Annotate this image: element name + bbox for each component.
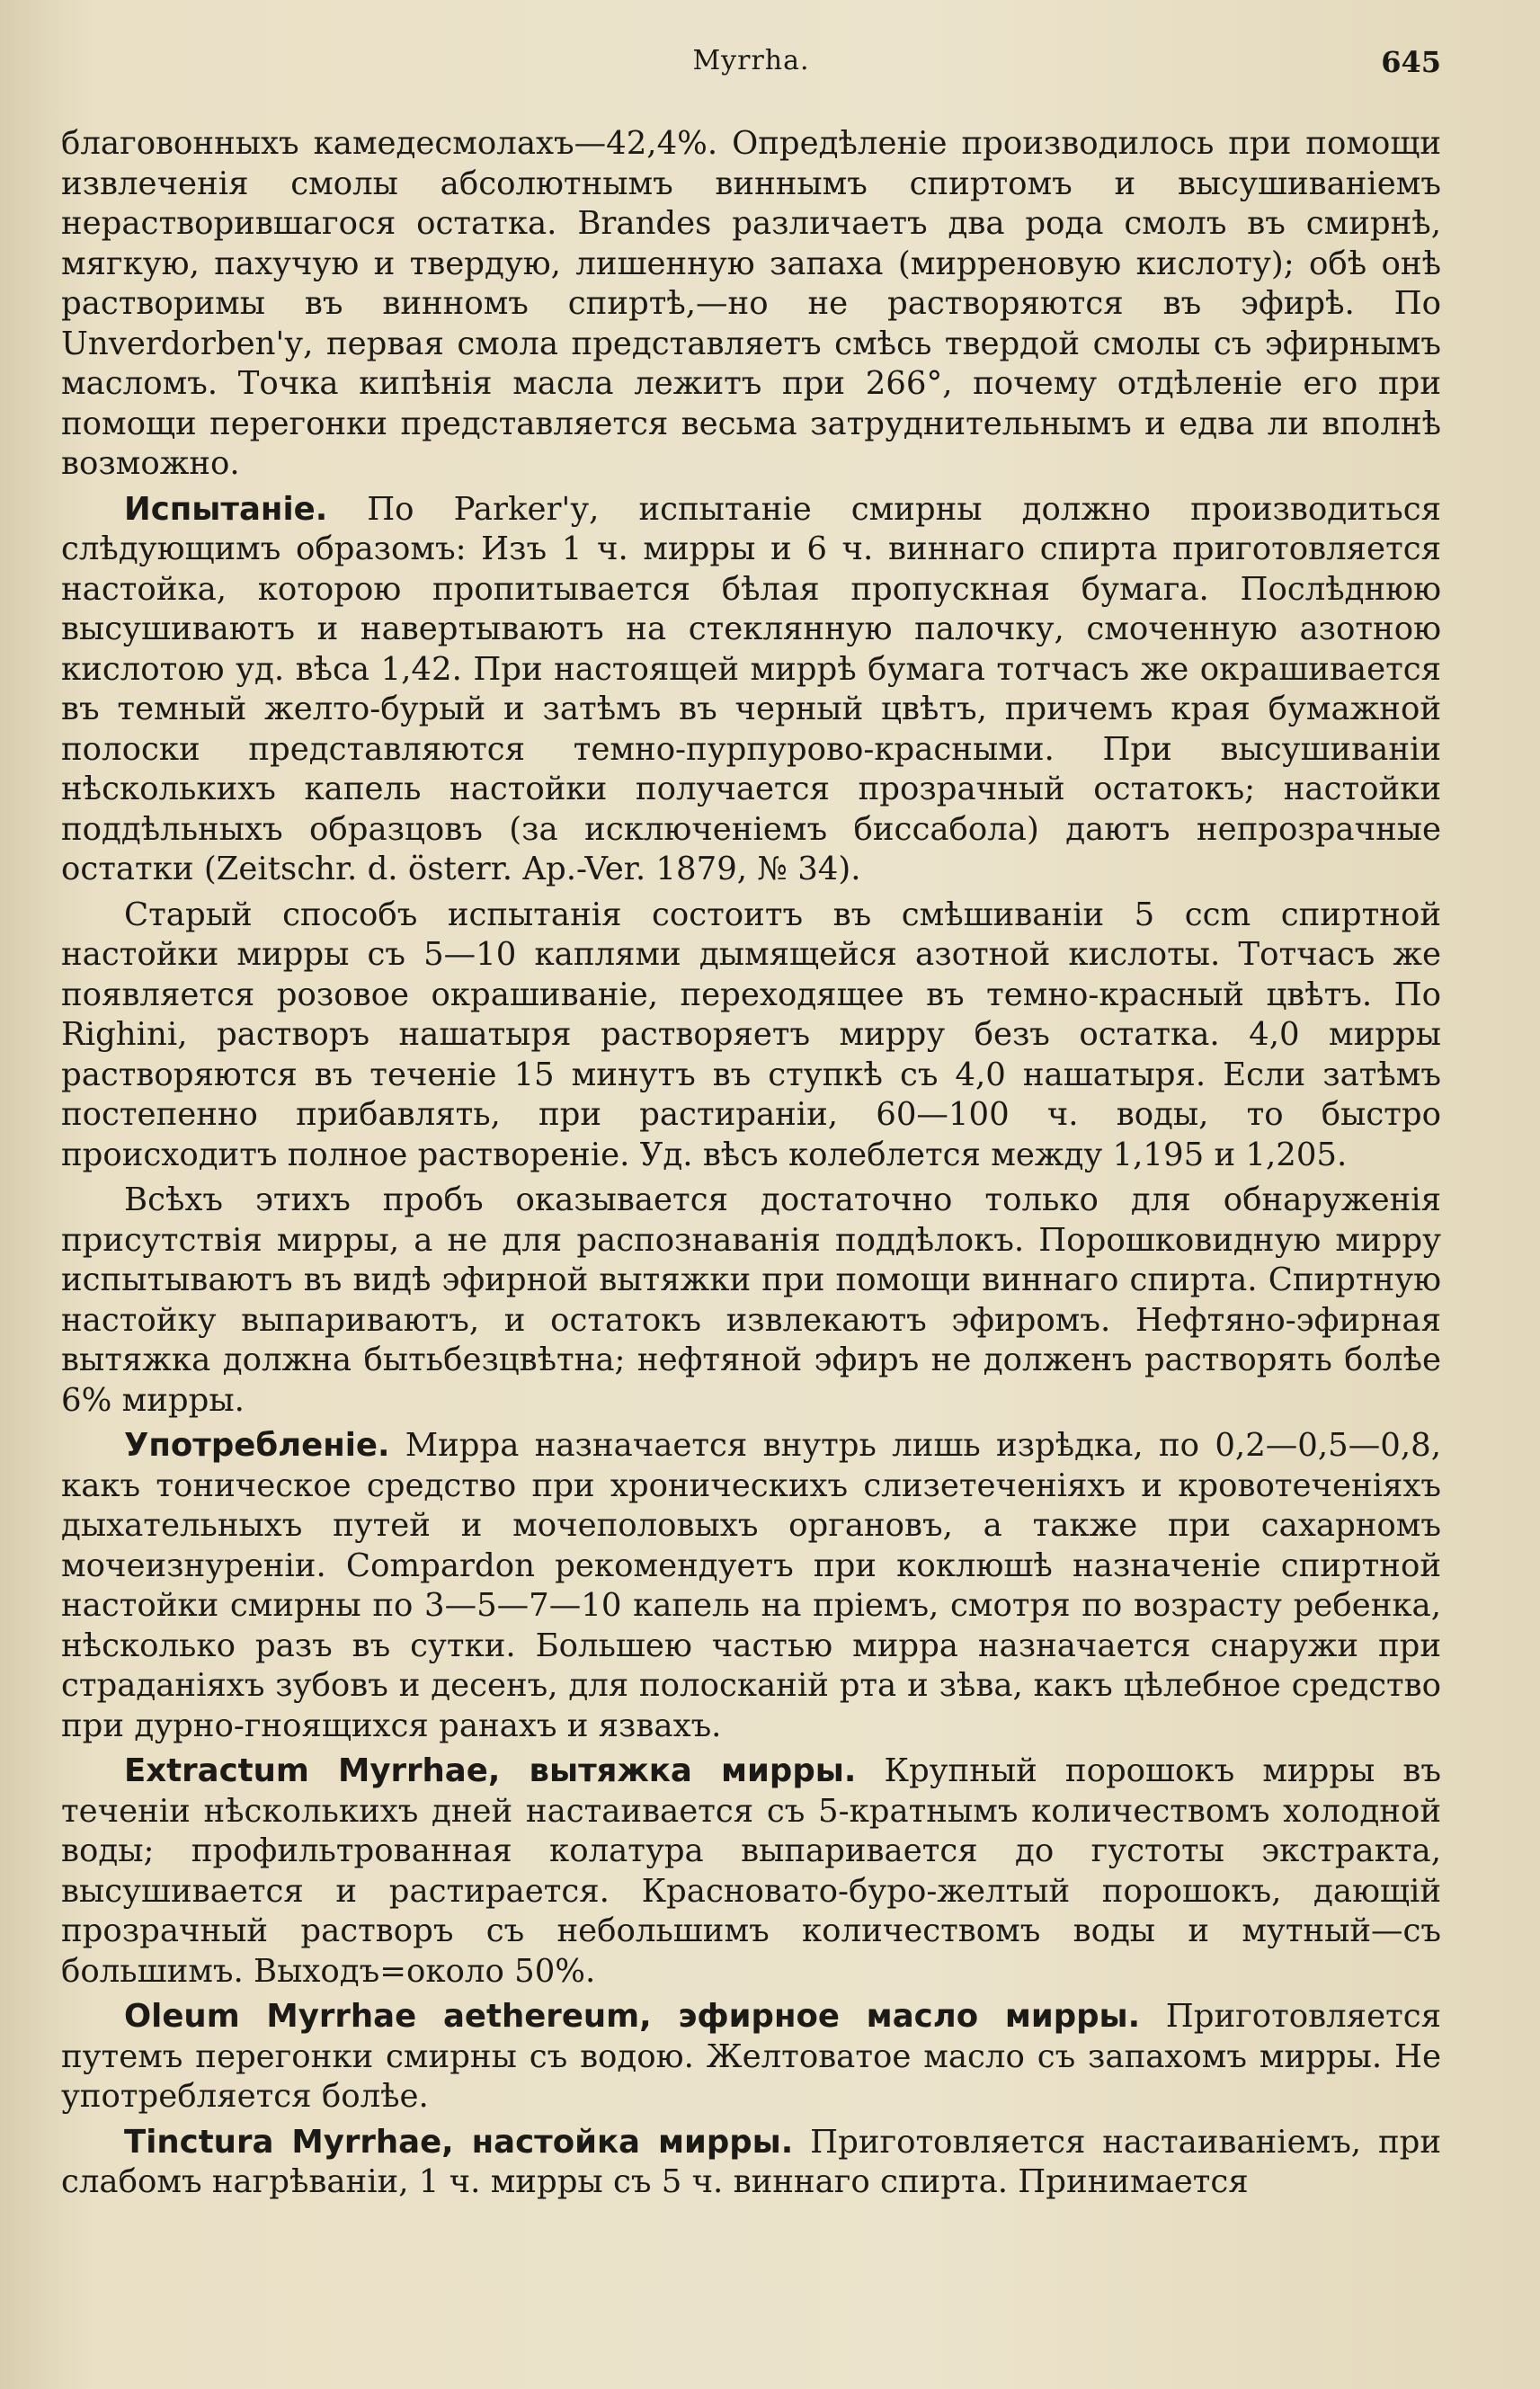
paragraph-oleum (61, 1997, 1441, 2117)
page-number: 645 (1381, 45, 1441, 79)
paragraph-text: Крупный порошокъ мирры въ теченіи нѣсколькихъ дней настаивается съ 5-кратнымъ количествомъ холодной воды; профильтрованная колатура выпаривается до густоты экстракта, высушивается и растирается. Красновато-буро-желтый порошокъ, дающій прозрачный растворъ съ небольшимъ количествомъ воды и мутный—съ большимъ. Выходъ=около 50%. (61, 1752, 1441, 1990)
paragraph-tinctura (61, 2123, 1441, 2203)
paragraph-text: По Parker'у, испытаніе смирны должно производиться слѣдующимъ образомъ: Изъ 1 ч. мирры и 6 ч. виннаго спирта приготовляется настойка, которою пропитывается бѣлая пропускная бумага. Послѣднюю высушиваютъ и навертываютъ на стеклянную палочку, смоченную азотною кислотою уд. вѣса 1,42. При настоящей миррѣ бумага тотчасъ же окрашивается въ темный желто-бурый и затѣмъ въ черный цвѣтъ, причемъ края бумажной полоски представляются темно-пурпурово-красными. При высушиваніи нѣсколькихъ капель настойки получается прозрачный остатокъ; настойки поддѣльныхъ образцовъ (за исключеніемъ биссабола) даютъ непрозрачные остатки (Zeitschr. d. österr. Ap.-Ver. 1879, № 34). (61, 490, 1441, 887)
page-body (61, 124, 1441, 2203)
paragraph-lead: Oleum Myrrhae aethereum, эфирное масло мирры. (124, 1998, 1141, 2035)
paragraph-text: Приготовляется путемъ перегонки смирны съ водою. Желтоватое масло съ запахомъ мирры. Не употребляется болѣе. (61, 1998, 1441, 2115)
paragraph-lead: Tinctura Myrrhae, настойка мирры. (124, 2123, 794, 2161)
paragraph-lead: Употребленіе. (124, 1427, 390, 1464)
paragraph-text: Старый способъ испытанія состоитъ въ смѣшиваніи 5 ccm спиртной настойки мирры съ 5—10 каплями дымящейся азотной кислоты. Тотчасъ же появляется розовое окрашиваніе, переходящее въ темно-красный цвѣтъ. По Righini, растворъ нашатыря растворяетъ мирру безъ остатка. 4,0 мирры растворяются въ теченіе 15 минутъ въ ступкѣ съ 4,0 нашатыря. Если затѣмъ постепенно прибавлять, при растираніи, 60—100 ч. воды, то быстро происходитъ полное раствореніе. Уд. вѣсъ колеблется между 1,195 и 1,205. (61, 896, 1441, 1173)
paragraph-text: Приготовляется настаиваніемъ, при слабомъ нагрѣваніи, 1 ч. мирры съ 5 ч. виннаго спирта. Принимается (61, 2123, 1441, 2200)
paragraph-text: благовонныхъ камедесмолахъ—42,4%. Опредѣленіе производилось при помощи извлеченія смолы абсолютнымъ виннымъ спиртомъ и высушиваніемъ нерастворившагося остатка. Brandes различаетъ два рода смолъ въ смирнѣ, мягкую, пахучую и твердую, лишенную запаха (мирреновую кислоту); обѣ онѣ растворимы въ винномъ спиртѣ,—но не растворяются въ эфирѣ. По Unverdorben'у, первая смола представляетъ смѣсь твердой смолы съ эфирнымъ масломъ. Точка кипѣнія масла лежитъ при 266°, почему отдѣленіе его при помощи перегонки представляется весьма затруднительнымъ и едва ли вполнѣ возможно. (61, 125, 1441, 482)
page-header (61, 45, 1441, 99)
paragraph-text: Мирра назначается внутрь лишь изрѣдка, по 0,2—0,5—0,8, какъ тоническое средство при хроническихъ слизетеченіяхъ и кровотеченіяхъ дыхательныхъ путей и мочеполовыхъ органовъ, а также при сахарномъ мочеизнуреніи. Compardon рекомендуетъ при коклюшѣ назначеніе спиртной настойки смирны по 3—5—7—10 капель на пріемъ, смотря по возрасту ребенка, нѣсколько разъ въ сутки. Большею частью мирра назначается снаружи при страданіяхъ зубовъ и десенъ, для полосканій рта и зѣва, какъ цѣлебное средство при дурно-гноящихся ранахъ и язвахъ. (61, 1427, 1441, 1744)
paragraph-old-method (61, 896, 1441, 1176)
paragraph-usage (61, 1426, 1441, 1746)
paragraph-text: Всѣхъ этихъ пробъ оказывается достаточно только для обнаруженія присутствія мирры, а не для распознаванія поддѣлокъ. Порошковидную мирру испытываютъ въ видѣ эфирной вытяжки при помощи виннаго спирта. Спиртную настойку выпариваютъ, и остатокъ извлекаютъ эфиромъ. Нефтяно-эфирная вытяжка должна бытьбезцвѣтна; нефтяной эфиръ не долженъ растворять болѣе 6% мирры. (61, 1181, 1441, 1419)
paragraph-testing (61, 490, 1441, 890)
paragraph-lead: Extractum Myrrhae, вытяжка мирры. (124, 1752, 857, 1789)
paragraph-probes (61, 1181, 1441, 1421)
paragraph-lead: Испытаніе. (124, 490, 328, 528)
paragraph-extractum (61, 1752, 1441, 1992)
paragraph-continuation (61, 124, 1441, 485)
running-title: Myrrha. (692, 45, 810, 76)
